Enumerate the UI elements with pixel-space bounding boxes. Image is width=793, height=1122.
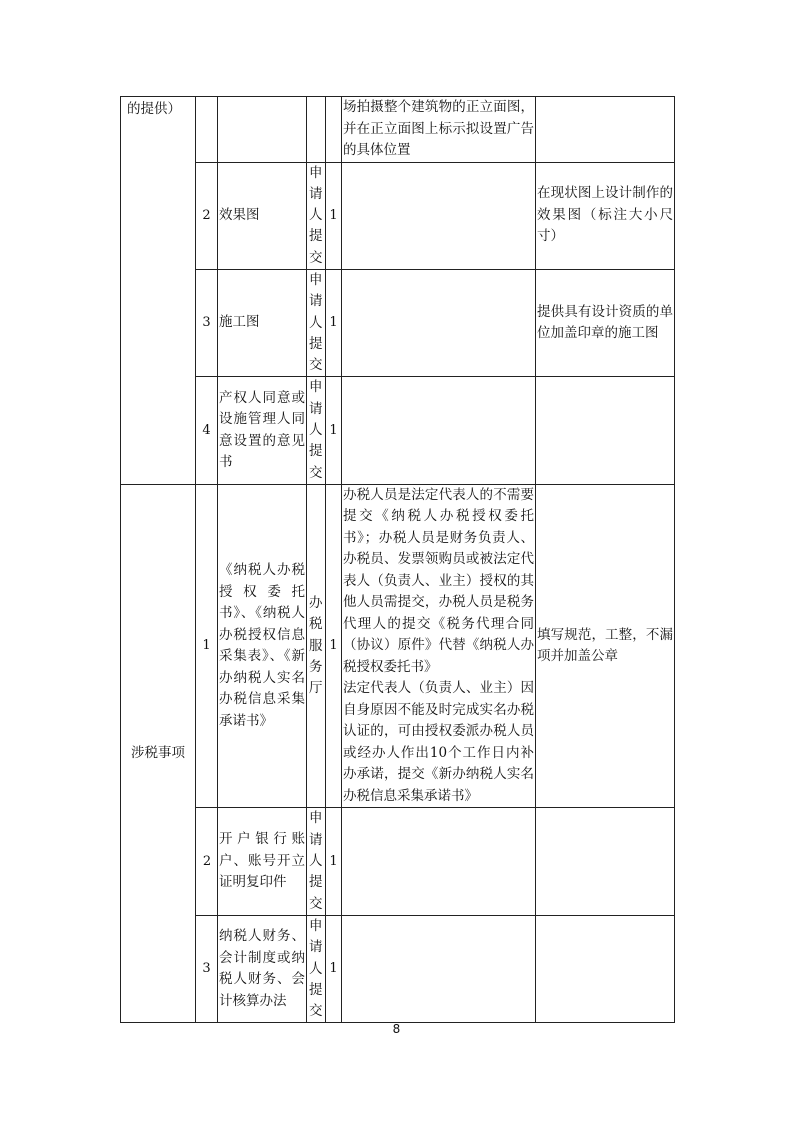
material-name: 《纳税人办税授权委托书》、《纳税人办税授权信息采集表》、《新办纳税人实名办税信息采集承诺书》 [218, 484, 307, 808]
row-number: 3 [196, 269, 218, 376]
row-number [196, 97, 218, 163]
requirements: 办税人员是法定代表人的不需要提交《纳税人办税授权委托书》；办税人员是财务负责人、办税员、发票领购员或被法定代表人（负责人、业主）授权的其他人员需提交，办税人员是税务代理人的提交《税务代理合同（协议）原件》代替《纳税人办税授权委托书》 法定代表人（负责人、业主）因自身原因不能及时完成实名办税认证的，可由授权委派办税人员或经办人作出10个工作日内补办承诺，提交《新办纳税人实名办税信息采集承诺书》 [342, 484, 536, 808]
material-name: 效果图 [218, 162, 307, 269]
notes [536, 97, 675, 163]
requirements [342, 915, 536, 1022]
copies [326, 97, 342, 163]
row-number: 3 [196, 915, 218, 1022]
requirements [342, 269, 536, 376]
row-number: 2 [196, 162, 218, 269]
notes [536, 915, 675, 1022]
row-number: 2 [196, 808, 218, 915]
notes: 在现状图上设计制作的效果图（标注大小尺寸） [536, 162, 675, 269]
material-name: 纳税人财务、会计制度或纳税人财务、会计核算办法 [218, 915, 307, 1022]
table-row [121, 377, 675, 484]
material-name: 施工图 [218, 269, 307, 376]
table-row [121, 484, 675, 808]
requirements: 场拍摄整个建筑物的正立面图，并在正立面图上标示拟设置广告的具体位置 [342, 97, 536, 163]
table-row [121, 97, 675, 163]
materials-table [120, 96, 675, 1023]
material-name: 产权人同意或设施管理人同意设置的意见书 [218, 377, 307, 484]
table-row [121, 915, 675, 1022]
category-cell: 的提供） [121, 97, 196, 485]
copies: 1 [326, 162, 342, 269]
table-row [121, 162, 675, 269]
notes: 提供具有设计资质的单位加盖印章的施工图 [536, 269, 675, 376]
copies: 1 [326, 808, 342, 915]
material-name [218, 97, 307, 163]
table-row [121, 269, 675, 376]
requirements [342, 808, 536, 915]
material-source: 申请人提交 [307, 915, 326, 1022]
material-source: 办税服务厅 [307, 484, 326, 808]
notes: 填写规范，工整，不漏项并加盖公章 [536, 484, 675, 808]
requirements [342, 162, 536, 269]
notes [536, 377, 675, 484]
material-source: 申请人提交 [307, 377, 326, 484]
material-source: 申请人提交 [307, 162, 326, 269]
copies: 1 [326, 377, 342, 484]
requirements [342, 377, 536, 484]
copies: 1 [326, 915, 342, 1022]
row-number: 1 [196, 484, 218, 808]
material-source [307, 97, 326, 163]
category-cell: 涉税事项 [121, 484, 196, 1022]
row-number: 4 [196, 377, 218, 484]
copies: 1 [326, 484, 342, 808]
notes [536, 808, 675, 915]
material-name: 开户银行账户、账号开立证明复印件 [218, 808, 307, 915]
page-number: 8 [392, 1022, 401, 1036]
material-source: 申请人提交 [307, 808, 326, 915]
table-row [121, 808, 675, 915]
material-source: 申请人提交 [307, 269, 326, 376]
copies: 1 [326, 269, 342, 376]
